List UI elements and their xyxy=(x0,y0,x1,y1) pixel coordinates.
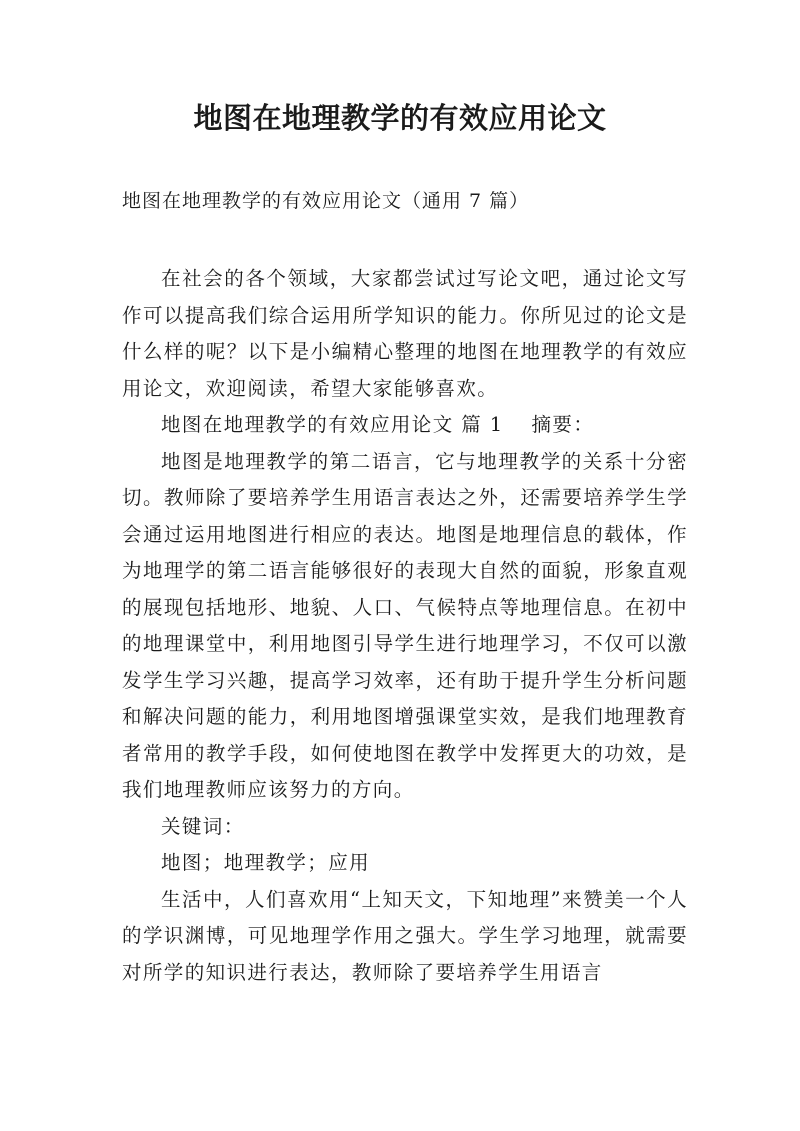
keywords-paragraph: 地图；地理教学；应用 xyxy=(161,851,371,874)
document-body xyxy=(122,261,688,991)
body-paragraph: 生活中，人们喜欢用“上知天文，下知地理”来赞美一个人的学识渊博，可见地理学作用之强大。学生学习地理，就需要对所学的知识进行表达，教师除了要培养学生用语言 xyxy=(122,887,688,984)
intro-paragraph: 在社会的各个领域，大家都尝试过写论文吧，通过论文写作可以提高我们综合运用所学知识的能力。你所见过的论文是什么样的呢？以下是小编精心整理的地图在地理教学的有效应用论文，欢迎阅读，希望大家能够喜欢。 xyxy=(122,267,688,400)
document-title: 地图在地理教学的有效应用论文 xyxy=(193,101,607,135)
section-heading: 地图在地理教学的有效应用论文 篇 1 xyxy=(161,413,504,436)
abstract-label: 摘要： xyxy=(531,413,595,436)
abstract-paragraph: 地图是地理教学的第二语言，它与地理教学的关系十分密切。教师除了要培养学生用语言表达之外，还需要培养学生学会通过运用地图进行相应的表达。地图是地理信息的载体，作为地理学的第二语言能够很好的表现大自然的面貌，形象直观的展现包括地形、地貌、人口、气候特点等地理信息。在初中的地理课堂中，利用地图引导学生进行地理学习，不仅可以激发学生学习兴趣，提高学习效率，还有助于提升学生分析问题和解决问题的能力，利用地图增强课堂实效，是我们地理教育者常用的教学手段，如何使地图在教学中发挥更大的功效，是我们地理教师应该努力的方向。 xyxy=(122,449,688,801)
document-subtitle: 地图在地理教学的有效应用论文（通用 7 篇） xyxy=(122,190,530,212)
keywords-label: 关键词： xyxy=(161,814,245,838)
section-heading-line xyxy=(122,407,688,444)
